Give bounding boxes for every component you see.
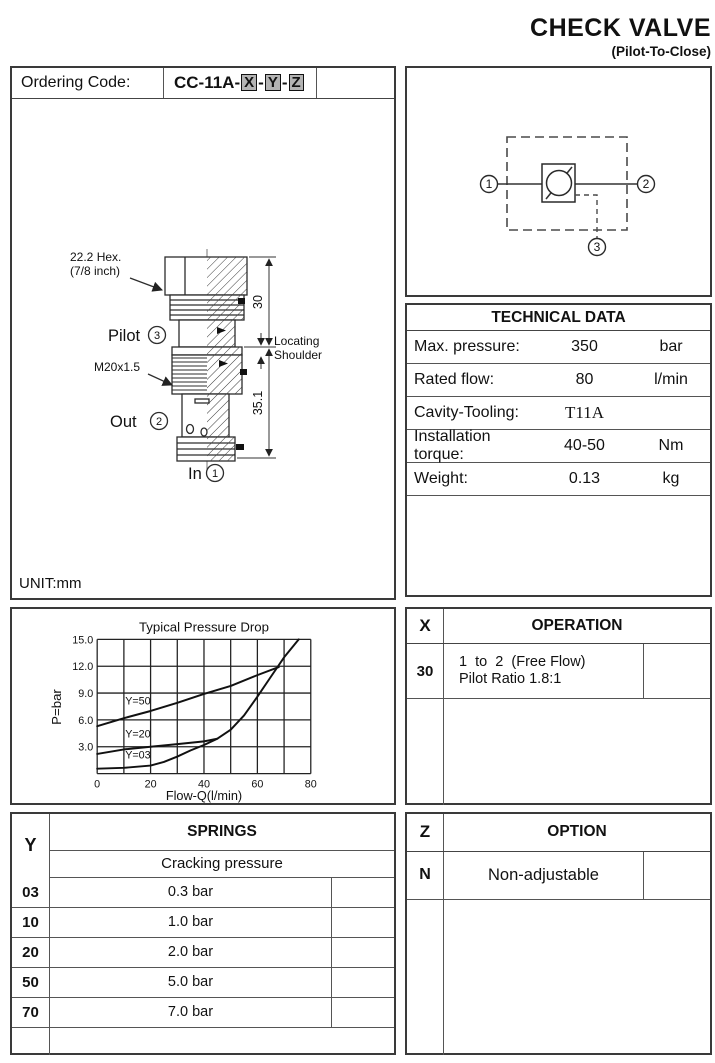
schematic-port3-number: 3 [593, 240, 601, 254]
tech-label: Rated flow: [414, 371, 495, 388]
pilot-port-label: Pilot [108, 327, 141, 345]
oring-seal [236, 444, 244, 450]
option-description: Non-adjustable [444, 852, 644, 899]
chart-x-axis-label: Flow-Q(l/min) [165, 788, 243, 803]
table-row [12, 908, 394, 938]
ordering-var-z: Z [289, 74, 304, 91]
spring-empty-cell [332, 908, 394, 937]
oring-seal [240, 369, 247, 375]
spring-code: 20 [12, 938, 50, 967]
pilot-port-number: 3 [153, 330, 161, 342]
table-row [12, 938, 394, 968]
option-code-column-header: Z [407, 814, 444, 851]
section-hatching [207, 257, 247, 461]
svg-text:Y=03: Y=03 [125, 749, 151, 762]
spring-empty-cell [332, 878, 394, 907]
schematic-port1-number: 1 [485, 177, 493, 191]
svg-text:15.0: 15.0 [72, 634, 94, 647]
hydraulic-schematic [407, 68, 710, 295]
ordering-var-y: Y [265, 74, 281, 91]
operation-title: OPERATION [531, 617, 623, 634]
oring-seal [238, 298, 245, 304]
option-title: OPTION [547, 823, 607, 840]
chart-title: Typical Pressure Drop [138, 619, 270, 635]
springs-empty-area [12, 1028, 50, 1055]
svg-text:60: 60 [251, 778, 264, 791]
spring-code: 50 [12, 968, 50, 997]
svg-text:80: 80 [304, 778, 317, 791]
tech-value: 80 [575, 371, 594, 388]
tech-label: Weight: [414, 470, 468, 487]
svg-text:20: 20 [144, 778, 157, 791]
spring-value: 5.0 bar [50, 968, 332, 997]
drawing-panel [10, 66, 396, 600]
technical-data-panel [405, 303, 712, 597]
pressure-drop-chart-panel [10, 607, 396, 805]
svg-text:9.0: 9.0 [78, 687, 94, 700]
operation-panel [405, 607, 712, 805]
out-port-number: 2 [155, 416, 163, 428]
spring-empty-cell [332, 998, 394, 1027]
table-row [12, 968, 394, 998]
spring-value: 7.0 bar [50, 998, 332, 1027]
table-row [407, 397, 710, 430]
ordering-empty-cell [317, 68, 394, 98]
spring-empty-cell [332, 938, 394, 967]
table-row [407, 364, 710, 397]
schematic-port2-number: 2 [642, 177, 650, 191]
ordering-code-label: Ordering Code: [12, 68, 164, 98]
ordering-code-row [12, 68, 394, 99]
tech-value: 350 [571, 338, 598, 355]
operation-description [444, 644, 644, 698]
option-empty-cell [644, 852, 710, 899]
pilot-line [575, 195, 597, 238]
tech-unit: bar [659, 338, 683, 355]
svg-text:12.0: 12.0 [72, 661, 94, 674]
dim-30: 30 [251, 295, 265, 309]
option-code: N [407, 852, 444, 899]
code-dash2: - [281, 73, 288, 92]
tech-value: 40-50 [564, 437, 605, 454]
page-header [530, 14, 711, 59]
operation-line2: Pilot Ratio 1.8:1 [459, 671, 562, 687]
operation-header-row [407, 609, 710, 644]
locating-shoulder-label-line2: Shoulder [274, 348, 323, 362]
table-row [12, 998, 394, 1028]
in-port-number: 1 [211, 468, 219, 480]
out-port-label: Out [110, 413, 137, 431]
tech-value: 0.13 [568, 470, 601, 487]
table-row [407, 331, 710, 364]
table-row [12, 878, 394, 908]
operation-line1: 1 to 2 (Free Flow) [459, 654, 586, 670]
table-row [407, 463, 710, 496]
spring-value: 2.0 bar [50, 938, 332, 967]
springs-code-column-header: Y [12, 814, 50, 878]
springs-subtitle: Cracking pressure [50, 851, 394, 878]
spring-empty-cell [332, 968, 394, 997]
springs-panel [10, 812, 396, 1055]
tech-label: Cavity-Tooling: [414, 404, 519, 421]
tech-label: Installation torque: [414, 428, 491, 463]
springs-title: SPRINGS [50, 814, 394, 851]
operation-empty-area [407, 699, 444, 805]
tech-unit: l/min [654, 371, 688, 388]
spring-value: 0.3 bar [50, 878, 332, 907]
table-row [407, 430, 710, 463]
hydraulic-schematic-panel [405, 66, 712, 297]
spring-code: 70 [12, 998, 50, 1027]
unit-label: UNIT:mm [19, 575, 82, 592]
chart-plot-area [72, 634, 316, 790]
thread-spec-label: M20x1.5 [94, 360, 141, 374]
option-header-row [407, 814, 710, 852]
ordering-var-x: X [241, 74, 257, 91]
operation-code-column-header: X [407, 609, 444, 643]
tech-label: Max. pressure: [414, 338, 520, 355]
page-title: CHECK VALVE [530, 14, 711, 42]
svg-text:0: 0 [94, 778, 101, 791]
hex-size-label-line2: (7/8 inch) [70, 264, 121, 278]
ordering-code-value [164, 68, 317, 98]
valve-cross-section-drawing [12, 99, 398, 569]
locating-shoulder-label-line1: Locating [274, 334, 320, 348]
ordering-code-prefix: CC-11A- [174, 73, 241, 92]
spring-code: 03 [12, 878, 50, 907]
svg-text:Y=20: Y=20 [125, 728, 151, 741]
check-valve-poppet [547, 171, 572, 196]
operation-empty-cell [644, 644, 710, 698]
dim-35-1: 35.1 [251, 390, 265, 416]
operation-code: 30 [407, 644, 444, 698]
pressure-drop-chart [12, 609, 394, 803]
option-empty-area [407, 898, 444, 1055]
tech-value: T11A [564, 403, 605, 422]
hex-size-label-line1: 22.2 Hex. [70, 250, 122, 264]
table-row [407, 644, 710, 699]
tech-unit: Nm [658, 437, 684, 454]
svg-text:Y=50: Y=50 [125, 695, 151, 708]
spring-code: 10 [12, 908, 50, 937]
page-subtitle: (Pilot-To-Close) [611, 44, 711, 59]
table-row [407, 852, 710, 900]
option-panel [405, 812, 712, 1055]
tech-unit: kg [662, 470, 680, 487]
svg-text:6.0: 6.0 [78, 714, 94, 727]
chart-y-axis-label: P=bar [48, 689, 64, 725]
svg-text:3.0: 3.0 [78, 741, 94, 754]
technical-data-title: TECHNICAL DATA [407, 305, 710, 331]
spring-value: 1.0 bar [50, 908, 332, 937]
code-dash1: - [258, 73, 264, 92]
svg-text:40: 40 [197, 778, 210, 791]
in-port-label: In [188, 465, 202, 483]
